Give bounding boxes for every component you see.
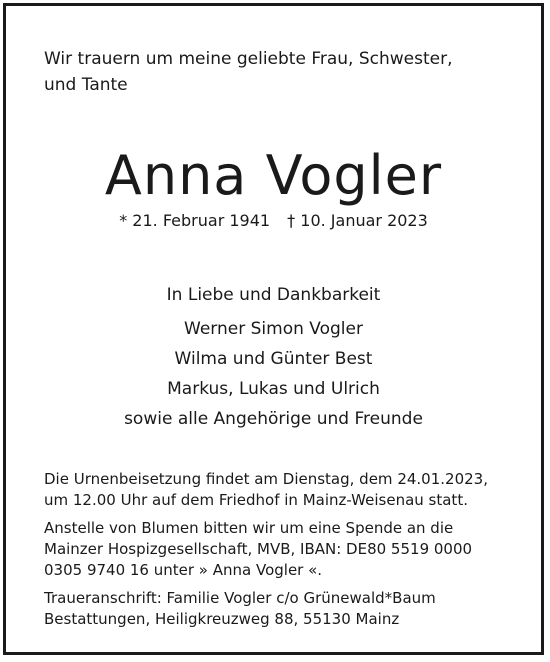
family-signature (6, 282, 541, 434)
info-line: 0305 9740 16 unter » Anna Vogler «. (44, 561, 323, 579)
life-dates (6, 210, 541, 232)
deceased-name: Anna Vogler (104, 144, 443, 207)
info-line: Die Urnenbeisetzung findet am Dienstag, dem 24.01.2023, (44, 470, 488, 488)
birth-date: * 21. Februar 1941 (119, 211, 271, 230)
mourning-address (44, 588, 519, 630)
info-line: Bestattungen, Heiligkreuzweg 88, 55130 Mainz (44, 610, 400, 628)
donation-info (44, 518, 519, 581)
death-date: † 10. Januar 2023 (287, 211, 428, 230)
urn-burial-info (44, 469, 519, 511)
family-lead: In Liebe und Dankbarkeit (166, 285, 381, 305)
intro-text (44, 46, 514, 98)
family-member: Markus, Lukas und Ulrich (167, 379, 380, 399)
family-member: Werner Simon Vogler (184, 319, 363, 339)
intro-line: und Tante (44, 75, 128, 95)
intro-line: Wir trauern um meine geliebte Frau, Schwester, (44, 49, 453, 69)
family-member: Wilma und Günter Best (174, 349, 373, 369)
obituary-notice (3, 3, 544, 655)
info-line: Anstelle von Blumen bitten wir um eine Spende an die (44, 519, 454, 537)
info-line: um 12.00 Uhr auf dem Friedhof in Mainz-Weisenau statt. (44, 491, 468, 509)
family-member: sowie alle Angehörige und Freunde (124, 409, 423, 429)
info-line: Mainzer Hospizgesellschaft, MVB, IBAN: DE80 5519 0000 (44, 540, 473, 558)
info-line: Traueranschrift: Familie Vogler c/o Grünewald*Baum (44, 589, 436, 607)
